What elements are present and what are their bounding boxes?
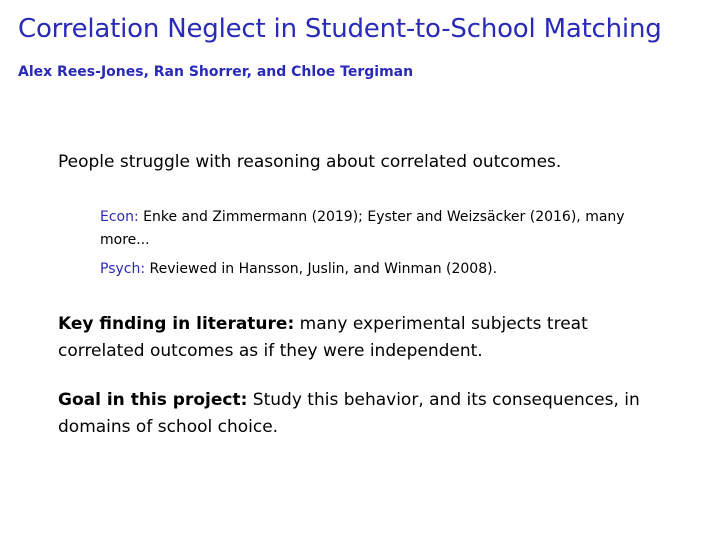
- econ-label: Econ:: [100, 209, 139, 225]
- goal-text: Study this behavior, and its consequences, in domains of school choice.: [58, 390, 640, 437]
- key-finding-label: Key finding in literature:: [58, 314, 295, 334]
- goal-paragraph: [58, 387, 678, 441]
- econ-text: Enke and Zimmermann (2019); Eyster and Weizsäcker (2016), many more...: [100, 209, 625, 248]
- goal-label: Goal in this project:: [58, 390, 248, 410]
- key-finding-paragraph: [58, 311, 678, 365]
- intro-statement: People struggle with reasoning about correlated outcomes.: [58, 152, 562, 172]
- slide-authors: Alex Rees-Jones, Ran Shorrer, and Chloe Tergiman: [18, 64, 414, 80]
- slide-title: Correlation Neglect in Student-to-School Matching: [18, 14, 662, 44]
- econ-references: [100, 206, 660, 252]
- psych-text: Reviewed in Hansson, Juslin, and Winman (2008).: [149, 261, 498, 277]
- key-finding-text: many experimental subjects treat correlated outcomes as if they were independent.: [58, 314, 588, 361]
- psych-label: Psych:: [100, 261, 146, 277]
- psych-references: [100, 258, 660, 281]
